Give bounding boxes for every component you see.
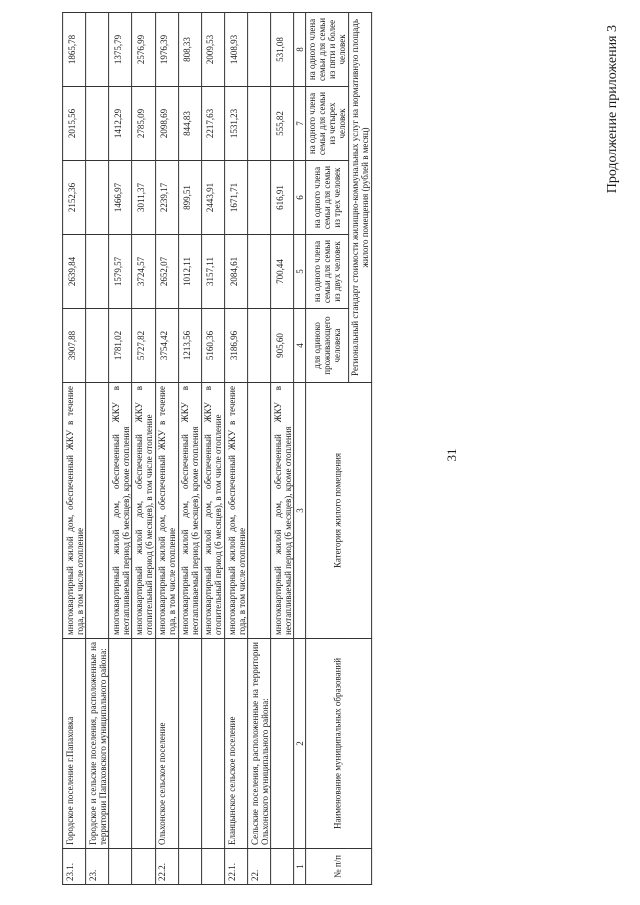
row-number	[109, 849, 132, 885]
standard-value: 1412,29	[109, 87, 132, 161]
standard-value: 1213,56	[178, 309, 201, 383]
table-row	[155, 12, 178, 884]
housing-category: многоквартирный жилой дом, обеспеченный ЖКУ в неотапливаемый период (6 месяцев), кроме отопления	[109, 383, 132, 639]
standard-value: 2239,17	[155, 161, 178, 235]
standard-value: 905,60	[271, 309, 294, 383]
standard-value: 2217,63	[201, 87, 224, 161]
standard-value: 2015,56	[63, 87, 86, 161]
table-row	[132, 12, 155, 884]
housing-category: многоквартирный жилой дом, обеспеченный ЖКУ в отопительный период (6 месяцев), в том числе отопление	[201, 383, 224, 639]
standard-value	[248, 235, 271, 309]
table-row	[201, 12, 224, 884]
table-row	[63, 12, 86, 884]
standard-value	[248, 12, 271, 86]
table-row	[109, 12, 132, 884]
standard-value: 1408,93	[225, 12, 248, 86]
table-row	[225, 12, 248, 884]
municipality-name	[132, 639, 155, 849]
header-family-five: на одного члена семьи для семьи из пяти и более человек	[305, 12, 348, 86]
housing-category	[86, 383, 109, 639]
table-body	[63, 12, 295, 884]
standard-value: 616,91	[271, 161, 294, 235]
standard-value: 2098,69	[155, 87, 178, 161]
header-family-three: на одного члена семьи для семьи из трех человек	[305, 161, 348, 235]
municipality-name: Сельские поселения, расположенные на территории Ольхонского муниципального района:	[248, 639, 271, 849]
standard-value: 5160,36	[201, 309, 224, 383]
header-family-two: на одного члена семьи для семьи из двух человек	[305, 235, 348, 309]
standard-value	[86, 161, 109, 235]
municipality-name: Ольхонское сельское поселение	[155, 639, 178, 849]
standard-value: 1531,23	[225, 87, 248, 161]
standard-value: 1781,02	[109, 309, 132, 383]
standard-value: 2785,09	[132, 87, 155, 161]
standard-value: 3907,88	[63, 309, 86, 383]
header-category: Категория жилого помещения	[305, 383, 371, 639]
standard-value: 2576,99	[132, 12, 155, 86]
standard-value: 2084,61	[225, 235, 248, 309]
column-number: 1	[294, 849, 305, 885]
page-number: 31	[444, 448, 459, 462]
standard-value: 3724,57	[132, 235, 155, 309]
housing-category: многоквартирный жилой дом, обеспеченный ЖКУ в неотапливаемый период (6 месяцев), кроме отопления	[271, 383, 294, 639]
standard-value: 2009,53	[201, 12, 224, 86]
header-number: № п/п	[305, 849, 371, 885]
municipality-name: Еланцынское сельское поселение	[225, 639, 248, 849]
column-number: 4	[294, 309, 305, 383]
housing-category: многоквартирный жилой дом, обеспеченный ЖКУ в неотапливаемый период (6 месяцев), кроме отопления	[178, 383, 201, 639]
housing-category: многоквартирный жилой дом, обеспеченный ЖКУ в течение года, в том числе отопление	[63, 383, 86, 639]
row-number	[178, 849, 201, 885]
standard-value: 1466,97	[109, 161, 132, 235]
standard-value: 555,82	[271, 87, 294, 161]
row-number: 22.1.	[225, 849, 248, 885]
column-numbers-row	[294, 12, 305, 884]
standard-value: 1579,57	[109, 235, 132, 309]
standard-value	[248, 309, 271, 383]
municipality-name	[178, 639, 201, 849]
column-number: 5	[294, 235, 305, 309]
table-row	[86, 12, 109, 884]
column-number: 6	[294, 161, 305, 235]
municipality-name	[109, 639, 132, 849]
standard-value: 1671,71	[225, 161, 248, 235]
standard-value: 3157,11	[201, 235, 224, 309]
standard-value: 1012,11	[178, 235, 201, 309]
column-number: 3	[294, 383, 305, 639]
standard-value	[86, 12, 109, 86]
header-municipality: Наименование муниципальных образований	[305, 639, 371, 849]
municipality-name	[201, 639, 224, 849]
municipality-name: Городское поселение г.Папаховка	[63, 639, 86, 849]
appendix-continuation-title: Продолжение приложения 3	[605, 25, 620, 194]
municipality-name: Городское и сельские поселения, расположенные на территории Папаховского муниципального района:	[86, 639, 109, 849]
standard-value: 1375,79	[109, 12, 132, 86]
standard-value: 1976,39	[155, 12, 178, 86]
standard-value: 2639,84	[63, 235, 86, 309]
standard-value: 3754,42	[155, 309, 178, 383]
standard-value: 3011,37	[132, 161, 155, 235]
row-number	[201, 849, 224, 885]
standard-value	[248, 87, 271, 161]
standard-value: 2443,91	[201, 161, 224, 235]
standard-value	[86, 87, 109, 161]
standard-value: 808,33	[178, 12, 201, 86]
standard-value: 899,51	[178, 161, 201, 235]
table-row	[248, 12, 271, 884]
row-number	[132, 849, 155, 885]
standard-value: 2652,07	[155, 235, 178, 309]
standard-value: 531,08	[271, 12, 294, 86]
housing-standards-table	[62, 12, 372, 885]
header-standard: Региональный стандарт стоимости жилищно-коммунальных услуг на нормативную площадь жилого помещения (рублей в месяц)	[348, 12, 371, 382]
standard-value: 5727,82	[132, 309, 155, 383]
standard-value	[86, 235, 109, 309]
header-row	[348, 12, 371, 884]
housing-category	[248, 383, 271, 639]
standard-value: 1865,78	[63, 12, 86, 86]
standard-value	[248, 161, 271, 235]
column-number: 7	[294, 87, 305, 161]
standard-value: 700,44	[271, 235, 294, 309]
row-number	[271, 849, 294, 885]
standard-value: 2152,36	[63, 161, 86, 235]
housing-category: многоквартирный жилой дом, обеспеченный ЖКУ в течение года, в том числе отопление	[225, 383, 248, 639]
table-row	[178, 12, 201, 884]
header-single-person: для одиноко проживающего человека	[305, 309, 348, 383]
column-number: 8	[294, 12, 305, 86]
column-number: 2	[294, 639, 305, 849]
table-row	[271, 12, 294, 884]
standard-value: 844,83	[178, 87, 201, 161]
row-number: 22.	[248, 849, 271, 885]
header-family-four: на одного члена семьи для семьи из четырех человек	[305, 87, 348, 161]
row-number: 23.	[86, 849, 109, 885]
row-number: 22.2.	[155, 849, 178, 885]
row-number: 23.1.	[63, 849, 86, 885]
housing-category: многоквартирный жилой дом, обеспеченный ЖКУ в отопительный период (6 месяцев), в том числе отопление	[132, 383, 155, 639]
standard-value	[86, 309, 109, 383]
municipality-name	[271, 639, 294, 849]
standard-value: 3186,96	[225, 309, 248, 383]
housing-category: многоквартирный жилой дом, обеспеченный ЖКУ в течение года, в том числе отопление	[155, 383, 178, 639]
